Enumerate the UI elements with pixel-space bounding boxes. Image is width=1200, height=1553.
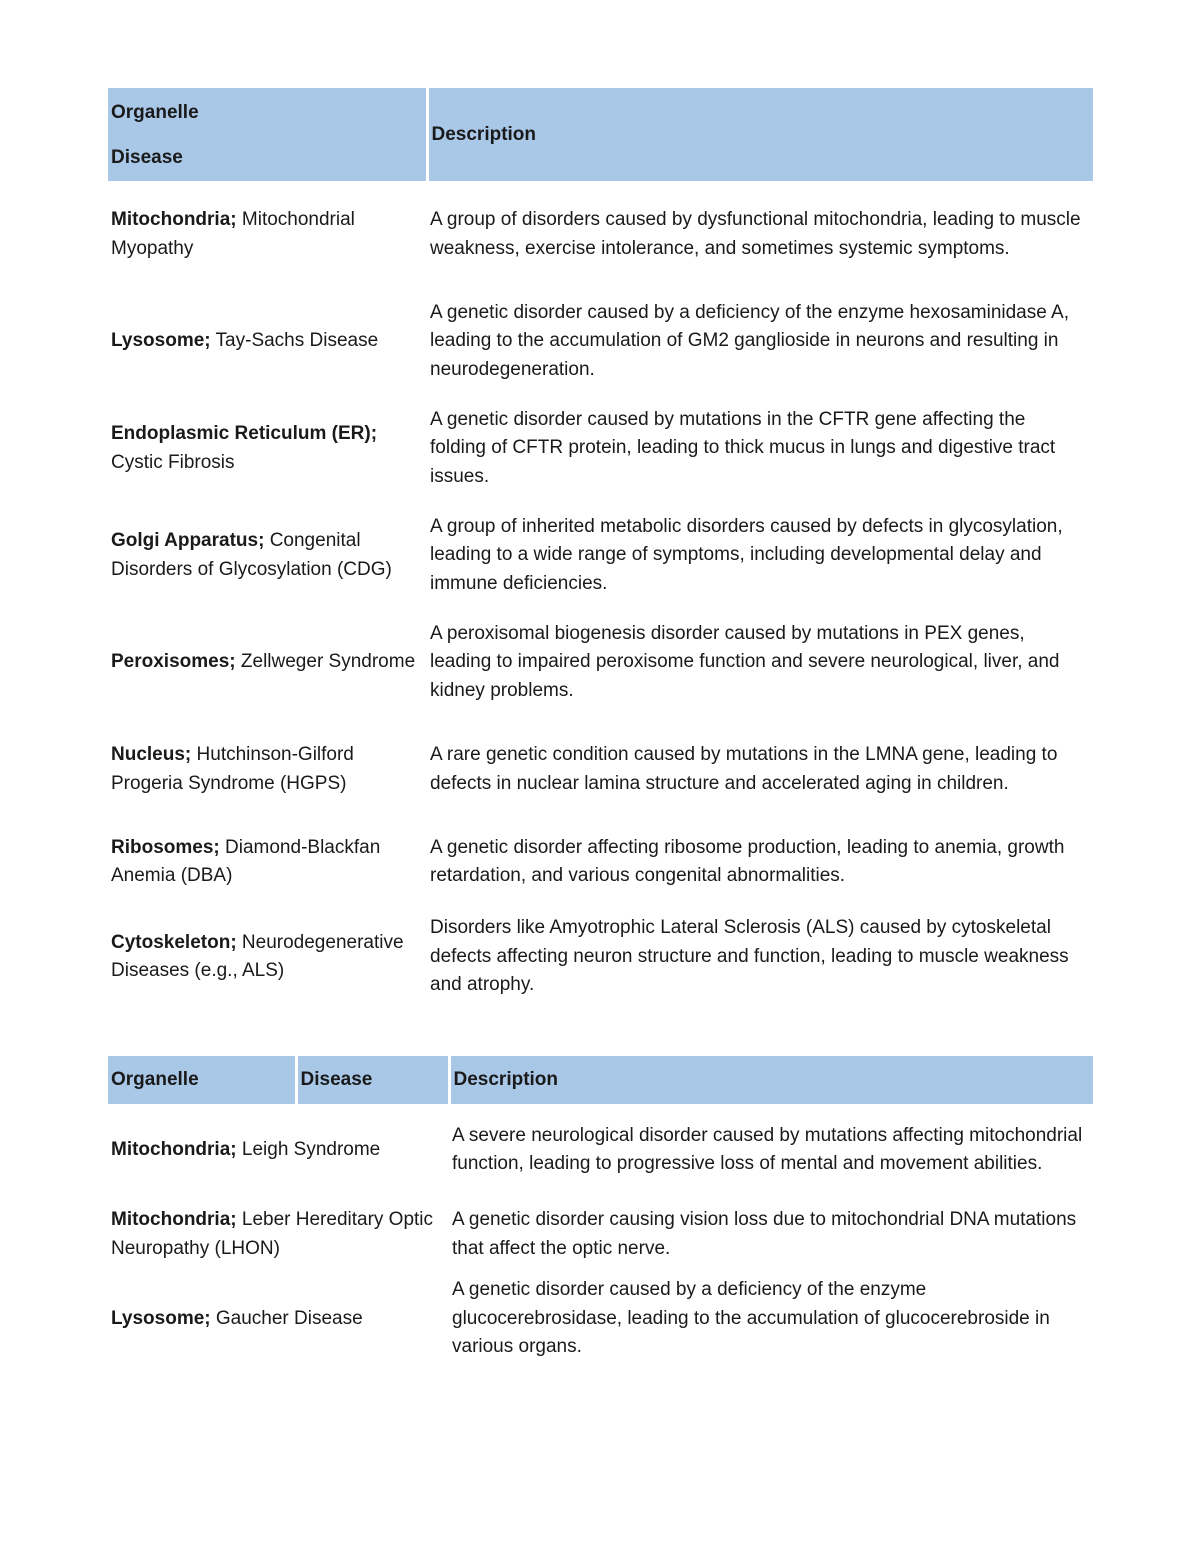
organelle-name: Lysosome	[111, 330, 205, 352]
description-cell: A genetic disorder caused by a deficiency of the enzyme hexosaminidase A, leading to the accumulation of GM2 ganglioside in neurons and resulting in neurodegeneration.	[430, 301, 1069, 380]
description-cell: A genetic disorder caused by mutations in the CFTR gene affecting the folding of CFTR protein, leading to thick mucus in lungs and digestive tract issues.	[430, 408, 1056, 487]
description-cell: Disorders like Amyotrophic Lateral Sclerosis (ALS) caused by cytoskeletal defects affecting neuron structure and function, leading to muscle weakness and atrophy.	[430, 917, 1069, 996]
table-row	[108, 1273, 1093, 1365]
table-header-row	[108, 88, 1093, 181]
organelle-disease-cell: Mitochondria; Mitochondrial Myopathy	[111, 209, 355, 259]
organelle-disease-table-2	[108, 1056, 1093, 1365]
organelle-name: Nucleus	[111, 744, 185, 765]
description-cell: A group of inherited metabolic disorders caused by defects in glycosylation, leading to a wide range of symptoms, including developmental delay and immune deficiencies.	[430, 515, 1063, 594]
header-organelle: Organelle	[111, 101, 199, 123]
disease-name: Congenital Disorders of Glycosylation (CDG)	[111, 530, 392, 580]
header-description: Description	[427, 88, 1093, 181]
organelle-disease-cell: Mitochondria; Leigh Syndrome	[111, 1138, 381, 1160]
organelle-name: Lysosome	[111, 1307, 205, 1329]
table-row	[108, 716, 1093, 823]
organelle-disease-cell: Golgi Apparatus; Congenital Disorders of Glycosylation (CDG)	[111, 530, 392, 580]
description-cell: A severe neurological disorder caused by mutations affecting mitochondrial function, leading to progressive loss of mental and movement abilities.	[452, 1124, 1083, 1174]
table-row	[108, 1104, 1093, 1196]
organelle-disease-cell: Lysosome; Gaucher Disease	[111, 1307, 363, 1329]
table-row	[108, 288, 1093, 395]
organelle-name: Peroxisomes	[111, 651, 230, 673]
description-cell: A group of disorders caused by dysfunctional mitochondria, leading to muscle weakness, exercise intolerance, and sometimes systemic symptoms.	[430, 209, 1081, 259]
table-row	[108, 823, 1093, 901]
organelle-disease-cell: Cytoskeleton; Neurodegenerative Diseases (e.g., ALS)	[111, 931, 404, 981]
disease-name: Gaucher Disease	[215, 1307, 363, 1329]
organelle-name: Mitochondria	[111, 209, 231, 230]
organelle-disease-table-1	[108, 88, 1093, 1013]
disease-name: Tay-Sachs Disease	[215, 330, 379, 352]
disease-name: Hutchinson-Gilford Progeria Syndrome (HGPS)	[111, 744, 354, 794]
disease-name: Leber Hereditary Optic Neuropathy (LHON)	[111, 1209, 434, 1259]
organelle-disease-cell: Nucleus; Hutchinson-Gilford Progeria Syndrome (HGPS)	[111, 744, 354, 794]
disease-name: Cystic Fibrosis	[111, 451, 235, 473]
table-row	[108, 502, 1093, 609]
organelle-disease-cell: Endoplasmic Reticulum (ER); Cystic Fibrosis	[111, 423, 378, 473]
disease-name: Diamond-Blackfan Anemia (DBA)	[111, 836, 381, 886]
table-header-row	[108, 1056, 1093, 1104]
header-organelle-disease	[108, 88, 427, 181]
disease-name: Mitochondrial Myopathy	[111, 209, 355, 259]
description-cell: A genetic disorder causing vision loss due to mitochondrial DNA mutations that affect the optic nerve.	[452, 1209, 1077, 1259]
organelle-disease-cell: Lysosome; Tay-Sachs Disease	[111, 330, 379, 352]
organelle-name: Golgi Apparatus	[111, 530, 259, 551]
organelle-name: Mitochondria	[111, 1209, 231, 1230]
header-disease: Disease	[111, 146, 183, 168]
table-row	[108, 181, 1093, 288]
header-organelle: Organelle	[108, 1056, 296, 1104]
disease-name: Neurodegenerative Diseases (e.g., ALS)	[111, 931, 404, 981]
disease-name: Zellweger Syndrome	[240, 651, 416, 673]
organelle-disease-cell: Ribosomes; Diamond-Blackfan Anemia (DBA)	[111, 836, 381, 886]
header-description: Description	[449, 1056, 1093, 1104]
description-cell: A peroxisomal biogenesis disorder caused by mutations in PEX genes, leading to impaired peroxisome function and severe neurological, liver, and kidney problems.	[430, 622, 1060, 701]
description-cell: A rare genetic condition caused by mutations in the LMNA gene, leading to defects in nuclear lamina structure and accelerated aging in children.	[430, 744, 1058, 794]
table-row	[108, 609, 1093, 716]
table-row	[108, 395, 1093, 502]
header-disease: Disease	[296, 1056, 449, 1104]
disease-name: Leigh Syndrome	[241, 1138, 381, 1160]
organelle-disease-cell: Mitochondria; Leber Hereditary Optic Neuropathy (LHON)	[111, 1209, 434, 1259]
organelle-name: Endoplasmic Reticulum (ER)	[111, 423, 371, 444]
description-cell: A genetic disorder affecting ribosome production, leading to anemia, growth retardation, and various congenital abnormalities.	[430, 836, 1065, 886]
organelle-name: Cytoskeleton	[111, 931, 231, 953]
organelle-name: Mitochondria	[111, 1138, 231, 1160]
document-page	[108, 88, 1093, 1358]
table-row	[108, 901, 1093, 1013]
description-cell: A genetic disorder caused by a deficiency of the enzyme glucocerebrosidase, leading to the accumulation of glucocerebroside in various organs.	[452, 1279, 1050, 1358]
table-row	[108, 1196, 1093, 1273]
organelle-disease-cell: Peroxisomes; Zellweger Syndrome	[111, 651, 416, 673]
organelle-name: Ribosomes	[111, 836, 214, 858]
